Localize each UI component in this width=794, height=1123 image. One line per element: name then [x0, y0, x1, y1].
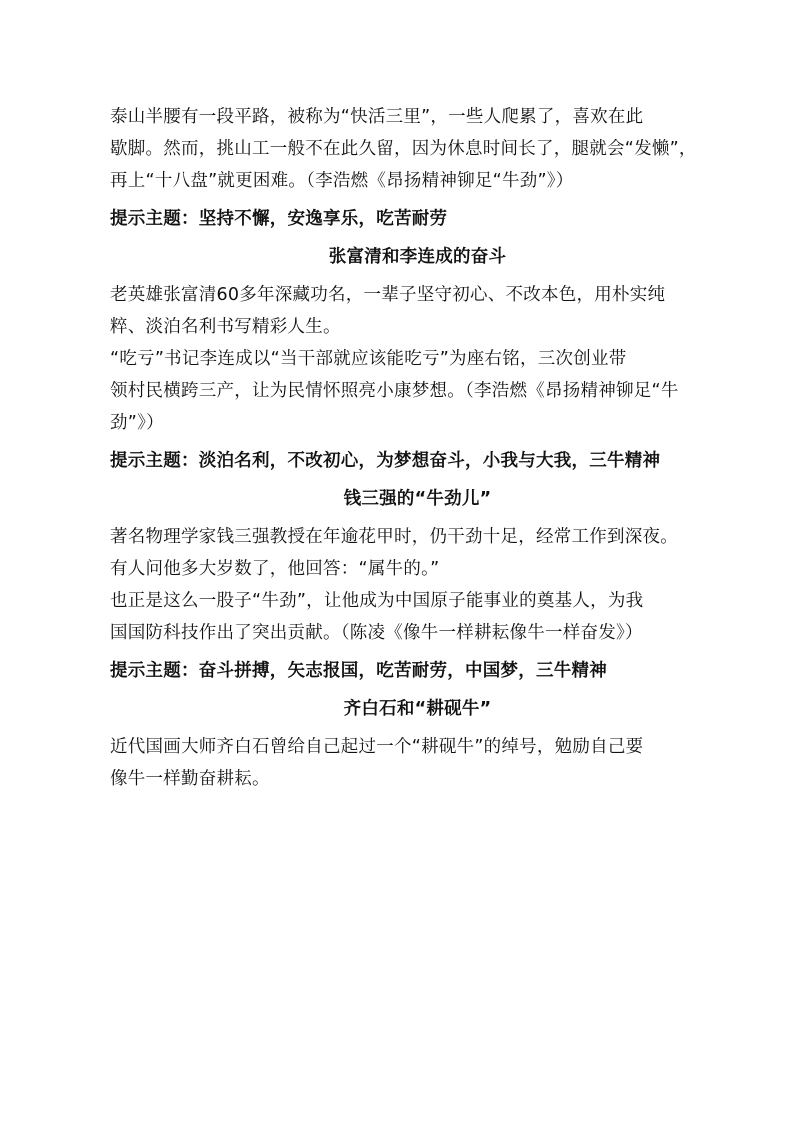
- text-line: 歇脚。然而，挑山工一般不在此久留，因为休息时间长了，腿就会“发懒”，: [110, 139, 697, 159]
- document-body: [110, 101, 725, 795]
- paragraph-qi-baishi: [110, 731, 725, 795]
- paragraph-qian-sanqiang-3: [110, 585, 725, 649]
- paragraph-zhang-fuqing: [110, 279, 725, 343]
- section-heading: 钱三强的“牛劲儿”: [343, 489, 492, 509]
- paragraph-taishan: [110, 101, 725, 197]
- text-line: 像牛一样勤奋耕耘。: [110, 769, 270, 789]
- text-line: 有人问他多大岁数了，他回答：“属牛的。”: [110, 559, 440, 579]
- theme-tip: 提示主题：淡泊名利，不改初心，为梦想奋斗，小我与大我，三牛精神: [110, 451, 661, 471]
- text-line: 国国防科技作出了突出贡献。（陈凌《像牛一样耕耘像牛一样奋发》）: [110, 623, 643, 643]
- paragraph-li-liancheng: [110, 343, 725, 439]
- text-line: 泰山半腰有一段平路，被称为“快活三里”，一些人爬累了，喜欢在此: [110, 107, 644, 127]
- text-line: 再上“十八盘”就更困难。（李浩燃《昂扬精神铆足“牛劲”》）: [110, 171, 574, 191]
- text-line: 也正是这么一股子“牛劲”，让他成为中国原子能事业的奠基人，为我: [110, 591, 644, 611]
- section-heading: 张富清和李连成的奋斗: [328, 247, 507, 267]
- text-line: 近代国画大师齐白石曾给自己起过一个“耕砚牛”的绰号，勉励自己要: [110, 737, 644, 757]
- paragraph-qian-sanqiang-2: [110, 553, 725, 585]
- section-heading: 齐白石和“耕砚牛”: [343, 699, 492, 719]
- text-line: 领村民横跨三产，让为民情怀照亮小康梦想。（李浩燃《昂扬精神铆足“牛: [110, 381, 679, 401]
- theme-tip: 提示主题：坚持不懈，安逸享乐，吃苦耐劳: [110, 209, 448, 229]
- text-line: “吃亏”书记李连成以“当干部就应该能吃亏”为座右铭，三次创业带: [110, 349, 627, 369]
- text-line: 老英雄张富清60多年深藏功名，一辈子坚守初心、不改本色，用朴实纯: [110, 285, 666, 305]
- paragraph-qian-sanqiang-1: [110, 521, 725, 553]
- theme-tip: 提示主题：奋斗拼搏，矢志报国，吃苦耐劳，中国梦，三牛精神: [110, 661, 607, 681]
- text-line: 著名物理学家钱三强教授在年逾花甲时，仍干劲十足，经常工作到深夜。: [110, 527, 678, 547]
- text-line: 劲”》）: [110, 413, 164, 433]
- text-line: 粹、淡泊名利书写精彩人生。: [110, 317, 341, 337]
